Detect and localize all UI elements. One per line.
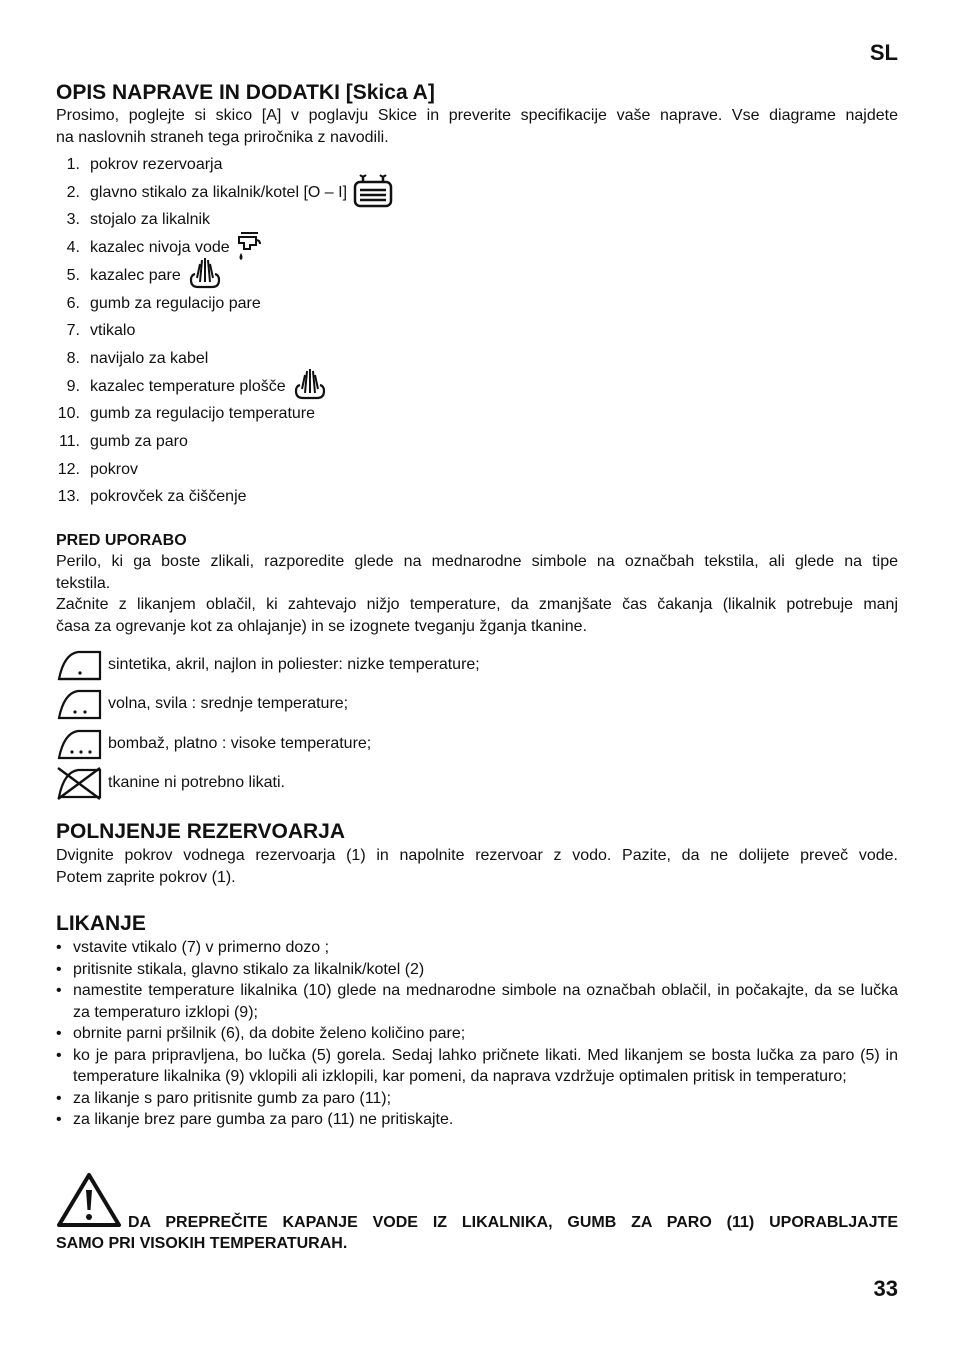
item-label: pokrov xyxy=(90,460,139,478)
parts-list-item xyxy=(56,293,261,315)
section-title-ironing: LIKANJE xyxy=(56,912,146,935)
item-number: 2. xyxy=(66,183,80,201)
item-label: gumb za regulacijo pare xyxy=(90,294,261,312)
care-row xyxy=(56,687,348,721)
ironing-bullet-list xyxy=(56,937,898,1131)
paragraph-line: Potem zaprite pokrov (1). xyxy=(56,868,236,886)
filling-paragraph xyxy=(56,845,898,888)
item-label: stojalo za likalnik xyxy=(90,211,211,229)
paragraph-line: časa za ogrevanje kot za ohlajanje) in se izognete tveganju žganja tkanine. xyxy=(56,617,588,635)
item-label: kazalec nivoja vode xyxy=(90,239,230,257)
language-tag: SL xyxy=(869,40,898,65)
care-row xyxy=(56,727,371,761)
parts-list-item xyxy=(56,237,262,259)
parts-list-item xyxy=(56,431,188,453)
paragraph-line: Perilo, ki ga boste zlikali, razporedite glede na mednarodne simbole na označbah tekstila, ali glede na tipe xyxy=(56,553,898,570)
paragraph-line: Začnite z likanjem oblačil, ki zahtevajo nižjo temperature, da zmanjšate čas čakanja (likalnik potrebuje manj xyxy=(56,596,898,613)
paragraph-line: Dvignite pokrov vodnega rezervoarja (1) in napolnite rezervoar z vodo. Pazite, da ne dolijete preveč vode. xyxy=(56,847,898,864)
list-item: • vstavite vtikalo (7) v primerno dozo ; xyxy=(56,937,898,959)
before-use-paragraph xyxy=(56,551,898,637)
parts-list-item xyxy=(56,154,223,176)
intro-paragraph xyxy=(56,105,898,148)
parts-list-item xyxy=(56,376,328,398)
care-text: bombaž, platno : visoke temperature; xyxy=(108,735,372,752)
water-tap-icon xyxy=(236,229,262,268)
section-title-before-use: PRED UPORABO xyxy=(56,532,187,549)
iron-one-dot-icon xyxy=(56,648,102,682)
list-item: • ko je para pripravljena, bo lučka (5) gorela. Sedaj lahko pričnete likati. Med likanjem se bosta lučka za paro (5) in temperature likalnika (9) vklopili ali izklopili, kar pomeni, da naprava vzdržuje optimalen pritisk in temperaturo; xyxy=(56,1045,898,1088)
item-label: pokrovček za čiščenje xyxy=(90,488,247,506)
warning-line: SAMO PRI VISOKIH TEMPERATURAH. xyxy=(56,1235,348,1252)
item-number: 10. xyxy=(57,405,80,423)
parts-list-item xyxy=(56,459,138,481)
intro-line: na naslovnih straneh tega priročnika z navodili. xyxy=(56,128,389,146)
item-label: glavno stikalo za likalnik/kotel [O – I] xyxy=(90,183,348,201)
parts-list-item xyxy=(56,209,210,231)
item-number: 4. xyxy=(66,239,80,257)
paragraph-line: tekstila. xyxy=(56,574,111,592)
list-item: • za likanje s paro pritisnite gumb za paro (11); xyxy=(56,1088,898,1110)
item-number: 13. xyxy=(57,488,80,506)
parts-list-item xyxy=(56,348,208,370)
section-title-device-description: OPIS NAPRAVE IN DODATKI [Skica A] xyxy=(56,81,435,104)
item-number: 1. xyxy=(66,156,80,173)
parts-list-item xyxy=(56,486,247,508)
item-number: 12. xyxy=(57,460,80,478)
intro-line: Prosimo, poglejte si skico [A] v poglavju Skice in preverite specifikacije vaše naprave. Vse diagrame najdete xyxy=(56,107,898,124)
parts-list-item xyxy=(56,403,315,425)
item-label: gumb za paro xyxy=(90,433,188,450)
care-row xyxy=(56,648,480,682)
item-number: 3. xyxy=(66,211,80,229)
item-label: vtikalo xyxy=(90,322,136,340)
item-label: kazalec pare xyxy=(90,266,181,284)
steam-icon xyxy=(187,256,223,295)
item-number: 9. xyxy=(66,377,80,395)
parts-list-item xyxy=(56,320,135,342)
section-title-filling-tank: POLNJENJE REZERVOARJA xyxy=(56,820,346,843)
care-text: tkanine ni potrebno likati. xyxy=(108,774,285,791)
list-item: • namestite temperature likalnika (10) glede na mednarodne simbole na označbah oblačil, in počakajte, da se lučka za temperaturo izklopi (9); xyxy=(56,980,898,1023)
item-label: navijalo za kabel xyxy=(90,349,209,367)
parts-list-item xyxy=(56,182,393,204)
item-number: 6. xyxy=(66,294,80,312)
warning-text xyxy=(56,1212,898,1254)
care-text: sintetika, akril, najlon in poliester: nizke temperature; xyxy=(108,656,480,673)
list-item: • za likanje brez pare gumba za paro (11) ne pritiskajte. xyxy=(56,1109,898,1131)
item-number: 8. xyxy=(66,349,80,367)
item-label: pokrov rezervoarja xyxy=(90,156,223,173)
care-row xyxy=(56,766,285,800)
item-number: 7. xyxy=(66,322,80,340)
iron-crossed-icon xyxy=(56,766,102,800)
care-text: volna, svila : srednje temperature; xyxy=(108,695,349,712)
item-number: 5. xyxy=(66,266,80,284)
iron-two-dots-icon xyxy=(56,687,102,721)
list-item: • pritisnite stikala, glavno stikalo za likalnik/kotel (2) xyxy=(56,959,898,981)
list-item: • obrnite parni pršilnik (6), da dobite želeno količino pare; xyxy=(56,1023,898,1045)
item-label: kazalec temperature plošče xyxy=(90,377,286,395)
boiler-icon xyxy=(353,172,393,213)
steam-icon xyxy=(292,367,328,406)
warning-line: DA PREPREČITE KAPANJE VODE IZ LIKALNIKA, GUMB ZA PARO (11) UPORABLJAJTE xyxy=(128,1214,898,1231)
item-number: 11. xyxy=(58,433,80,450)
page-number: 33 xyxy=(873,1276,898,1301)
item-label: gumb za regulacijo temperature xyxy=(90,405,316,423)
parts-list-item xyxy=(56,265,223,287)
iron-three-dots-icon xyxy=(56,727,102,761)
